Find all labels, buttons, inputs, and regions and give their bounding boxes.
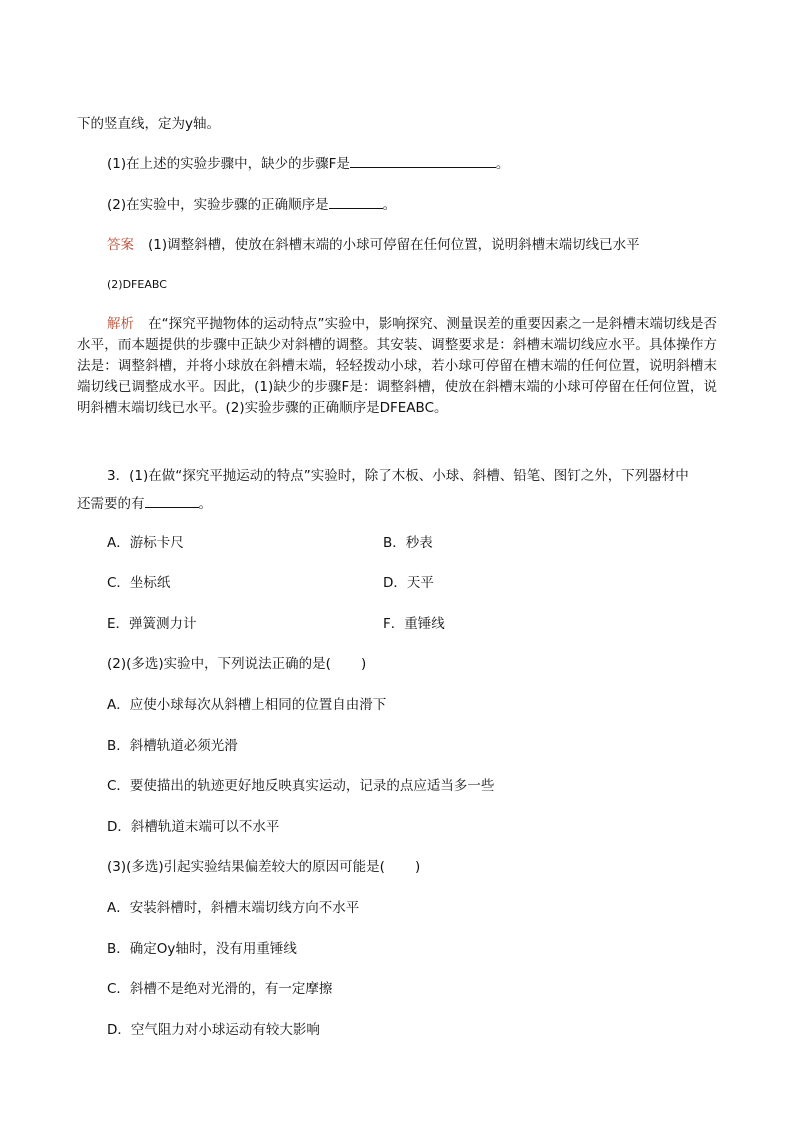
q3-part3-close: ) <box>414 859 421 875</box>
q3-option-a[interactable]: A．游标卡尺 <box>107 535 184 551</box>
q3-stem-tail: 。 <box>198 496 212 512</box>
q3-stem-line1: 3．(1)在做“探究平抛运动的特点”实验时，除了木板、小球、斜槽、铅笔、图钉之外，下列器材中 <box>107 468 689 484</box>
q2-sub1-blank[interactable] <box>350 153 496 168</box>
q3-part3-stem-text: (3)(多选)引起实验结果偏差较大的原因可能是( <box>107 859 385 875</box>
q3-option-c[interactable]: C．坐标纸 <box>107 575 171 591</box>
q3-part2-option-a[interactable]: A．应使小球每次从斜槽上相同的位置自由滑下 <box>107 697 387 713</box>
q3-option-e[interactable]: E．弹簧测力计 <box>107 616 197 632</box>
q2-sub2 <box>107 194 396 215</box>
q3-part2-option-b[interactable]: B．斜槽轨道必须光滑 <box>107 738 238 754</box>
q3-option-f[interactable]: F．重锤线 <box>383 616 445 632</box>
answer-part2: (2)DFEABC <box>107 278 167 291</box>
q3-option-b[interactable]: B．秒表 <box>383 535 433 551</box>
q3-part3-option-c[interactable]: C．斜槽不是绝对光滑的，有一定摩擦 <box>107 981 333 997</box>
q3-part2-stem <box>107 654 366 674</box>
q3-part2-close: ) <box>360 656 367 672</box>
intro-line: 下的竖直线，定为y轴。 <box>77 116 220 132</box>
q3-part3-option-b[interactable]: B．确定Oy轴时，没有用重锤线 <box>107 941 297 957</box>
q2-sub2-tail: 。 <box>382 197 397 213</box>
q3-part2-option-d[interactable]: D．斜槽轨道末端可以不水平 <box>107 819 280 835</box>
analysis-text: 在“探究平抛物体的运动特点”实验中，影响探究、测量误差的重要因素之一是斜槽末端切线是否水平，而本题提供的步骤中正缺少对斜槽的调整。其安装、调整要求是：斜槽末端切线应水平。具体操作方法是：调整斜槽，并将小球放在斜槽末端，轻轻拨动小球，若小球可停留在槽末端的任何位置，说明斜槽末端切线已调整成水平。因此，(1)缺少的步骤F是：调整斜槽，使放在斜槽末端的小球可停留在任何位置，说明斜槽末端切线已水平。(2)实验步骤的正确顺序是DFEABC。 <box>77 316 717 416</box>
q2-sub1-text: (1)在上述的实验步骤中，缺少的步骤F是 <box>107 156 350 172</box>
q3-stem-line2 <box>77 493 212 514</box>
q2-sub1 <box>107 153 509 174</box>
answer-line <box>107 235 640 255</box>
q2-sub2-blank[interactable] <box>329 194 383 209</box>
q3-part1-blank[interactable] <box>145 493 199 508</box>
q3-stem-text: 还需要的有 <box>77 496 145 512</box>
answer-label: 答案 <box>107 237 134 253</box>
q3-part2-option-c[interactable]: C．要使描出的轨迹更好地反映真实运动，记录的点应适当多一些 <box>107 778 495 794</box>
q2-sub1-tail: 。 <box>495 156 510 172</box>
q3-part2-stem-text: (2)(多选)实验中，下列说法正确的是( <box>107 656 331 672</box>
q3-part3-option-a[interactable]: A．安装斜槽时，斜槽末端切线方向不水平 <box>107 900 360 916</box>
q3-option-d[interactable]: D．天平 <box>383 575 434 591</box>
analysis-paragraph <box>77 314 717 419</box>
q3-part3-stem <box>107 857 420 877</box>
q2-sub2-text: (2)在实验中，实验步骤的正确顺序是 <box>107 197 329 213</box>
answer-part1: (1)调整斜槽，使放在斜槽末端的小球可停留在任何位置，说明斜槽末端切线已水平 <box>148 237 640 253</box>
analysis-label: 解析 <box>107 316 135 332</box>
q3-part3-option-d[interactable]: D．空气阻力对小球运动有较大影响 <box>107 1022 320 1038</box>
